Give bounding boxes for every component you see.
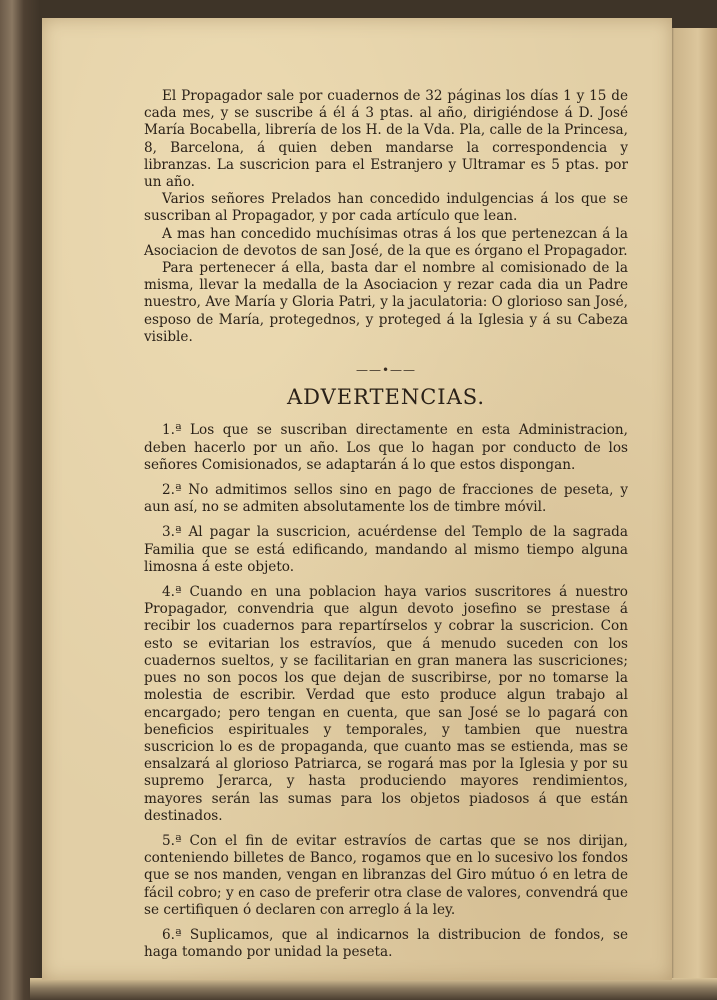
advertencia-5: 5.ª Con el fin de evitar estravíos de cartas que se nos dirijan, conteniendo billetes de Banco, rogamos que en lo sucesivo los fondos que se nos manden, vengan en libranzas del Giro mútuo ó en letra de fácil cobro; y en caso de preferir otra clase de valores, convendrá que se certifiquen ó declaren con arreglo á la ley. [144, 832, 628, 918]
ornament-separator: ——•—— [355, 363, 417, 378]
section-heading: ADVERTENCIAS. [286, 385, 486, 410]
advertencia-6: 6.ª Suplicamos, que al indicarnos la distribucion de fondos, se haga tomando por unidad la peseta. [144, 926, 628, 961]
book-page-edge [668, 28, 717, 988]
intro-paragraph-4: Para pertenecer á ella, basta dar el nombre al comisionado de la misma, llevar la medalla de la Asociacion y rezar cada dia un Padre nuestro, Ave María y Gloria Patri, y la jaculatoria: O glorioso san José, esposo de María, protegednos, y proteged á la Iglesia y á su Cabeza visible. [144, 260, 628, 345]
advertencia-1: 1.ª Los que se suscriban directamente en esta Administracion, deben hacerlo por un año. Los que lo hagan por conducto de los señores Comisionados, se adaptarán á lo que estos dispongan. [144, 422, 628, 473]
page-text [144, 88, 628, 969]
advertencia-4: 4.ª Cuando en una poblacion haya varios suscritores á nuestro Propagador, convendria que algun devoto josefino se prestase á recibir los cuadernos para repartírselos y cobrar la suscricion. Con esto se evitarian los estravíos, que á menudo suceden con los cuadernos sueltos, y se facilitarian en gran manera las suscriciones; pues no son pocos los que dejan de suscribirse, por no tomarse la molestia de escribir. Verdad que esto produce algun trabajo al encargado; pero tengan en cuenta, que san José se lo pagará con beneficios espirituales y temporales, y tambien que nuestra suscricion lo es de propaganda, que cuanto mas se estienda, mas se ensalzará al glorioso Patriarca, se rogará mas por la Iglesia y por su supremo Jerarca, y hasta produciendo mayores rendimientos, mayores serán las sumas para los objetos piadosos á que están destinados. [144, 584, 628, 824]
intro-paragraph-2: Varios señores Prelados han concedido indulgencias á los que se suscriban al Propagador, y por cada artículo que lean. [144, 191, 628, 225]
book-bottom-edge [30, 978, 717, 1000]
intro-paragraph-3: A mas han concedido muchísimas otras á los que pertenezcan á la Asociacion de devotos de san José, de la que es órgano el Propagador. [144, 225, 628, 259]
advertencia-3: 3.ª Al pagar la suscricion, acuérdense del Templo de la sagrada Familia que se está edificando, mandando al mismo tiempo alguna limosna á este objeto. [144, 524, 628, 575]
intro-paragraph-1: El Propagador sale por cuadernos de 32 páginas los días 1 y 15 de cada mes, y se suscribe á él á 3 ptas. al año, dirigiéndose á D. José María Bocabella, librería de los H. de la Vda. Pla, calle de la Princesa, 8, Barcelona, á quien deben mandarse la correspondencia y libranzas. La suscricion para el Estranjero y Ultramar es 5 ptas. por un año. [144, 88, 628, 191]
advertencia-2: 2.ª No admitimos sellos sino en pago de fracciones de peseta, y aun así, no se admiten absolutamente los de timbre móvil. [144, 482, 628, 516]
